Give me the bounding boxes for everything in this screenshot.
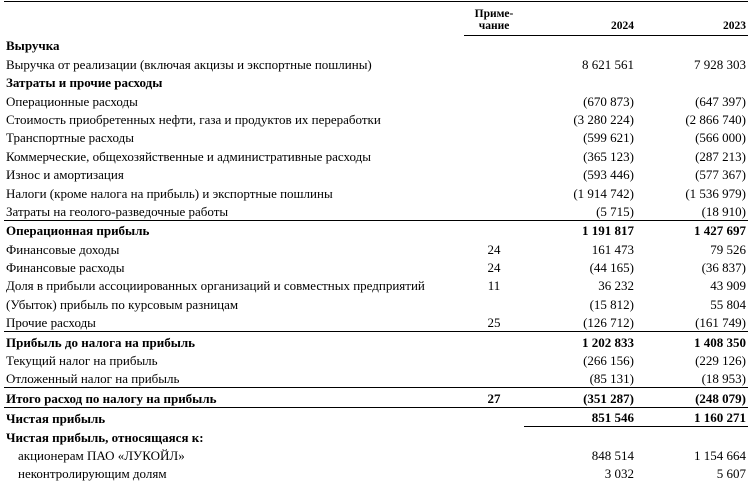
header-label-cell bbox=[4, 2, 464, 36]
row-note bbox=[464, 332, 524, 351]
row-value-2024: (599 621) bbox=[583, 130, 634, 146]
row-value-2024 bbox=[524, 427, 636, 446]
row-value-2023: (566 000) bbox=[695, 130, 746, 146]
row-value-2024: (670 873) bbox=[583, 93, 634, 109]
row-value-2024: (44 165) bbox=[589, 260, 634, 276]
row-value-2024: 851 546 bbox=[524, 407, 636, 426]
row-label: Отложенный налог на прибыль bbox=[6, 371, 180, 387]
row-value-2024: (85 131) bbox=[524, 369, 636, 388]
table-row bbox=[4, 388, 748, 407]
row-value-2023: (287 213) bbox=[695, 148, 746, 164]
table-row bbox=[4, 332, 748, 351]
row-value-2024: 848 514 bbox=[591, 447, 634, 463]
row-label: Коммерческие, общехозяйственные и административные расходы bbox=[6, 148, 371, 164]
row-value-2024: (266 156) bbox=[583, 353, 634, 369]
row-note bbox=[464, 294, 524, 312]
row-note bbox=[464, 183, 524, 201]
row-value-2023: 7 928 303 bbox=[694, 56, 746, 72]
table-row bbox=[4, 91, 748, 109]
row-value-2023: 5 607 bbox=[716, 466, 746, 482]
row-value-2024: 36 232 bbox=[598, 278, 634, 294]
row-note bbox=[464, 446, 524, 464]
row-value-2023: (18 910) bbox=[636, 202, 748, 221]
row-label: Налоги (кроме налога на прибыль) и экспортные пошлины bbox=[6, 185, 333, 201]
row-value-2023: 1 408 350 bbox=[636, 332, 748, 351]
row-note bbox=[464, 165, 524, 183]
table-row bbox=[4, 165, 748, 183]
row-note bbox=[464, 369, 524, 388]
row-value-2023: (647 397) bbox=[695, 93, 746, 109]
row-label: акционерам ПАО «ЛУКОЙЛ» bbox=[18, 447, 185, 463]
row-label: Прочие расходы bbox=[6, 315, 96, 331]
table-row bbox=[4, 239, 748, 257]
row-label: Выручка bbox=[6, 38, 60, 54]
row-note bbox=[464, 73, 524, 91]
row-label: Операционные расходы bbox=[6, 93, 138, 109]
row-label: Итого расход по налогу на прибыль bbox=[4, 388, 464, 407]
row-value-2023: (18 953) bbox=[636, 369, 748, 388]
row-note bbox=[464, 128, 524, 146]
row-label: Стоимость приобретенных нефти, газа и продуктов их переработки bbox=[6, 111, 381, 127]
row-value-2023: (1 536 979) bbox=[685, 185, 746, 201]
row-note bbox=[464, 110, 524, 128]
row-label: (Убыток) прибыль по курсовым разницам bbox=[6, 296, 239, 312]
row-value-2023: (36 837) bbox=[701, 260, 746, 276]
row-value-2024: (15 812) bbox=[589, 296, 634, 312]
row-note: 25 bbox=[487, 315, 501, 331]
table-header-row bbox=[4, 2, 748, 36]
row-note bbox=[464, 202, 524, 221]
row-note bbox=[464, 427, 524, 446]
row-note bbox=[464, 407, 524, 426]
row-label: Финансовые расходы bbox=[6, 260, 125, 276]
header-year-2024: 2024 bbox=[524, 2, 636, 36]
row-value-2024 bbox=[524, 36, 636, 55]
row-value-2023: 1 160 271 bbox=[636, 407, 748, 426]
row-note bbox=[464, 54, 524, 72]
row-label: Выручка от реализации (включая акцизы и экспортные пошлины) bbox=[6, 56, 372, 72]
table-row bbox=[4, 110, 748, 128]
table-row bbox=[4, 369, 748, 388]
table-row bbox=[4, 446, 748, 464]
row-value-2024: 161 473 bbox=[591, 241, 634, 257]
row-value-2023 bbox=[636, 36, 748, 55]
row-value-2023: 43 909 bbox=[710, 278, 746, 294]
row-label: Текущий налог на прибыль bbox=[6, 353, 158, 369]
row-value-2024: 1 191 817 bbox=[524, 220, 636, 239]
row-value-2024: 8 621 561 bbox=[582, 56, 634, 72]
row-label: Доля в прибыли ассоциированных организаций и совместных предприятий bbox=[6, 278, 425, 294]
row-note bbox=[464, 351, 524, 369]
row-label: Финансовые доходы bbox=[6, 241, 120, 257]
table-row bbox=[4, 407, 748, 426]
table-row bbox=[4, 351, 748, 369]
row-label: Прибыль до налога на прибыль bbox=[4, 332, 464, 351]
row-value-2024: (126 712) bbox=[524, 313, 636, 332]
table-row bbox=[4, 258, 748, 276]
table-row bbox=[4, 202, 748, 221]
header-note: Приме- чание bbox=[464, 2, 524, 36]
row-note bbox=[464, 146, 524, 164]
table-row bbox=[4, 313, 748, 332]
row-value-2024: (1 914 742) bbox=[573, 185, 634, 201]
table-row bbox=[4, 54, 748, 72]
row-value-2023 bbox=[636, 427, 748, 446]
row-value-2023: (161 749) bbox=[636, 313, 748, 332]
table-row bbox=[4, 464, 748, 482]
header-year-2023: 2023 bbox=[636, 2, 748, 36]
row-label: Чистая прибыль bbox=[4, 407, 464, 426]
table-row bbox=[4, 427, 748, 446]
row-value-2023: 55 804 bbox=[710, 296, 746, 312]
row-label: Износ и амортизация bbox=[6, 167, 124, 183]
row-value-2024: (3 280 224) bbox=[573, 111, 634, 127]
row-value-2023: (248 079) bbox=[636, 388, 748, 407]
row-value-2023 bbox=[636, 73, 748, 91]
row-label: Чистая прибыль, относящаяся к: bbox=[6, 429, 204, 445]
row-value-2023: (229 126) bbox=[695, 353, 746, 369]
row-value-2024: (593 446) bbox=[583, 167, 634, 183]
table-row bbox=[4, 294, 748, 312]
row-value-2024: (5 715) bbox=[524, 202, 636, 221]
row-label: Затраты и прочие расходы bbox=[6, 75, 163, 91]
row-note: 27 bbox=[464, 388, 524, 407]
row-value-2024: (351 287) bbox=[524, 388, 636, 407]
row-note: 24 bbox=[487, 241, 501, 257]
row-label: Операционная прибыль bbox=[4, 220, 464, 239]
row-value-2024: (365 123) bbox=[583, 148, 634, 164]
row-value-2024: 1 202 833 bbox=[524, 332, 636, 351]
table-row bbox=[4, 276, 748, 294]
row-note bbox=[464, 36, 524, 55]
table-row bbox=[4, 220, 748, 239]
row-value-2023: 79 526 bbox=[710, 241, 746, 257]
row-value-2023: 1 154 664 bbox=[694, 447, 746, 463]
row-value-2023: 1 427 697 bbox=[636, 220, 748, 239]
row-label: Затраты на геолого-разведочные работы bbox=[6, 203, 229, 219]
row-note: 11 bbox=[487, 278, 501, 294]
table-row bbox=[4, 73, 748, 91]
table-row bbox=[4, 183, 748, 201]
row-note bbox=[464, 220, 524, 239]
row-value-2023: (577 367) bbox=[695, 167, 746, 183]
row-label: неконтролирующим долям bbox=[18, 466, 167, 482]
row-value-2024 bbox=[524, 73, 636, 91]
table-row bbox=[4, 146, 748, 164]
row-note: 24 bbox=[487, 260, 501, 276]
row-value-2024: 3 032 bbox=[604, 466, 634, 482]
table-row bbox=[4, 36, 748, 55]
income-statement-table bbox=[4, 2, 748, 482]
row-value-2023: (2 866 740) bbox=[685, 111, 746, 127]
row-label: Транспортные расходы bbox=[6, 130, 134, 146]
row-note bbox=[464, 464, 524, 482]
row-note bbox=[464, 91, 524, 109]
table-row bbox=[4, 128, 748, 146]
